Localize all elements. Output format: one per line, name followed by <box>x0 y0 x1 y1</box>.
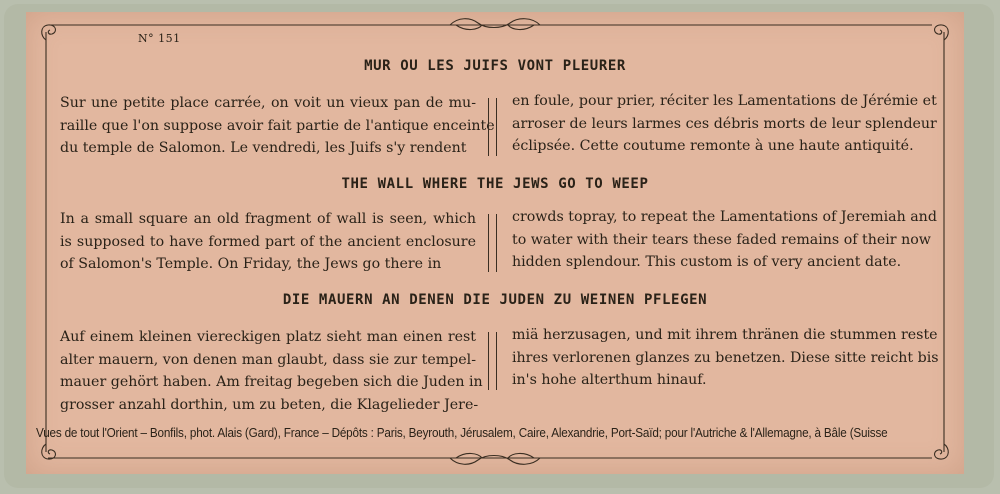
top-center-flourish <box>450 19 540 28</box>
section-title-german: DIE MAUERN AN DENEN DIE JUDEN ZU WEINEN PFLEGEN <box>282 292 708 308</box>
corner-flourish-bl <box>42 444 56 459</box>
german-text-right <box>512 324 939 392</box>
french-text-right <box>512 90 937 158</box>
text-line: of Salomon's Temple. On Friday, the Jews go there in <box>60 256 442 272</box>
text-line: hidden splendour. This custom is of very ancient date. <box>512 254 902 270</box>
section-title-french: MUR OU LES JUIFS VONT PLEURER <box>364 58 626 74</box>
text-line: miä herzusagen, und mit ihrem thränen die stummen reste <box>512 327 938 343</box>
english-text-right <box>512 206 937 274</box>
german-text-left <box>60 326 483 416</box>
english-text-left <box>60 208 476 276</box>
column-divider <box>488 332 497 390</box>
text-line: grosser anzahl dorthin, um zu beten, die Klagelieder Jere- <box>60 396 479 413</box>
stereoview-card-back <box>26 12 964 474</box>
corner-flourish-tl <box>42 25 56 40</box>
text-line: to water with their tears these faded remains of their now <box>512 231 931 248</box>
text-line: crowds topray, to repeat the Lamentations of Jeremiah and <box>512 209 937 225</box>
text-line: du temple de Salomon. Le vendredi, les Juifs s'y rendent <box>60 140 467 156</box>
bottom-center-flourish <box>450 456 540 465</box>
text-line: éclipsée. Cette coutume remonte à une haute antiquité. <box>512 138 914 154</box>
french-text-left <box>60 92 495 160</box>
section-title-english: THE WALL WHERE THE JEWS GO TO WEEP <box>341 176 649 192</box>
text-line: ihres verlorenen glanzes zu benetzen. Diese sitte reicht bis <box>512 349 939 366</box>
text-line: in's hohe alterthum hinauf. <box>512 372 707 388</box>
corner-flourish-tr <box>935 25 949 40</box>
text-line: raille que l'on suppose avoir fait partie de l'antique enceinte <box>60 117 495 134</box>
publisher-footer: Vues de tout l'Orient – Bonfils, phot. Alais (Gard), France – Dépôts : Paris, Beyrouth, Jérusalem, Caire, Alexandrie, Port-Saïd; pour l'Autriche & l'Allemagne, à Bâle (Suisse <box>36 426 888 440</box>
column-divider <box>488 214 497 272</box>
corner-flourish-br <box>935 444 949 459</box>
text-line: Sur une petite place carrée, on voit un vieux pan de mu- <box>60 95 476 111</box>
text-line: alter mauern, von denen man glaubt, dass sie zur tempel- <box>60 351 476 368</box>
text-line: Auf einem kleinen viereckigen platz sieht man einen rest <box>60 329 476 345</box>
text-line: mauer gehört haben. Am freitag begeben sich die Juden in <box>60 374 483 390</box>
column-divider <box>488 98 497 156</box>
text-line: is supposed to have formed part of the ancient enclosure <box>60 233 476 250</box>
text-line: en foule, pour prier, réciter les Lamentations de Jérémie et <box>512 93 937 109</box>
text-line: In a small square an old fragment of wall is seen, which <box>60 211 476 227</box>
card-number: N° 151 <box>138 32 181 45</box>
text-line: arroser de leurs larmes ces débris morts de leur splendeur <box>512 115 937 132</box>
